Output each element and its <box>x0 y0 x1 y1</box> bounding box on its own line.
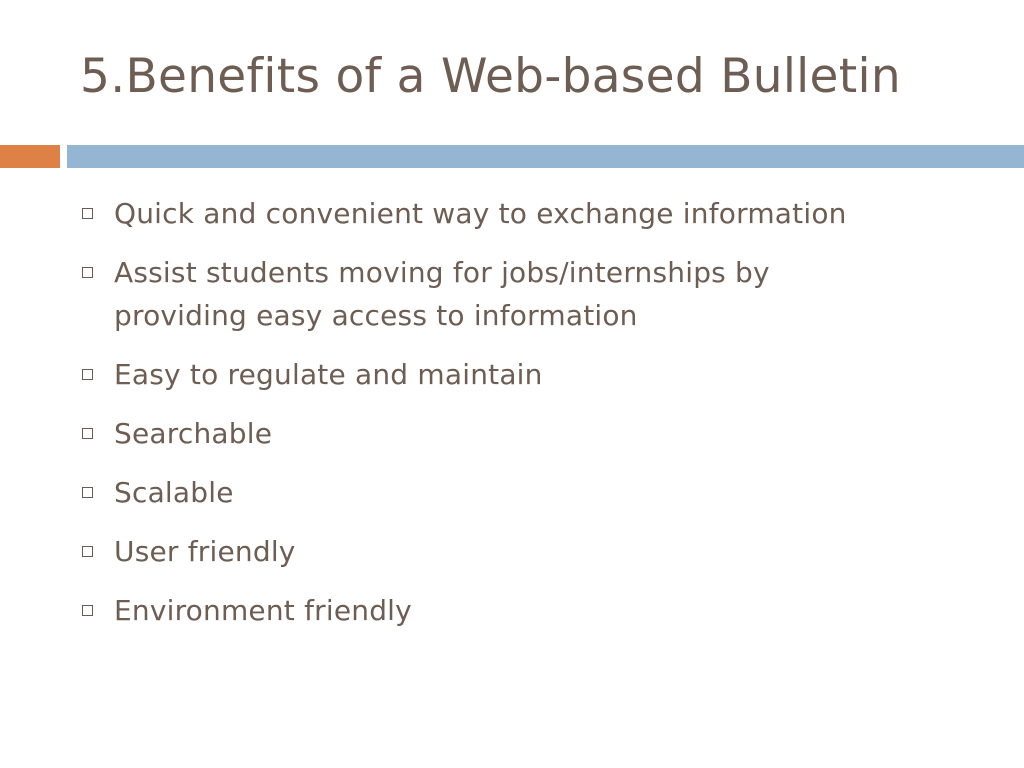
list-item <box>80 471 980 514</box>
bullet-text: Quick and convenient way to exchange information <box>114 197 847 230</box>
square-bullet-icon <box>82 487 93 498</box>
square-bullet-icon <box>82 369 93 380</box>
square-bullet-icon <box>82 428 93 439</box>
bullet-text: Assist students moving for jobs/internships by providing easy access to information <box>114 256 770 332</box>
list-item <box>80 530 980 573</box>
slide-title: 5.Benefits of a Web-based Bulletin <box>80 49 901 104</box>
bullet-text: User friendly <box>114 535 296 568</box>
list-item <box>80 251 980 337</box>
square-bullet-icon <box>82 605 93 616</box>
title-underline-bar <box>67 145 1024 168</box>
square-bullet-icon <box>82 546 93 557</box>
square-bullet-icon <box>82 208 93 219</box>
list-item <box>80 192 980 235</box>
bullet-text: Environment friendly <box>114 594 412 627</box>
bullet-text: Scalable <box>114 476 234 509</box>
bullet-text: Easy to regulate and maintain <box>114 358 543 391</box>
bullet-text: Searchable <box>114 417 273 450</box>
list-item <box>80 589 980 632</box>
list-item <box>80 353 980 396</box>
list-item <box>80 412 980 455</box>
square-bullet-icon <box>82 267 93 278</box>
bullet-list <box>80 192 980 648</box>
accent-bar <box>0 145 60 168</box>
